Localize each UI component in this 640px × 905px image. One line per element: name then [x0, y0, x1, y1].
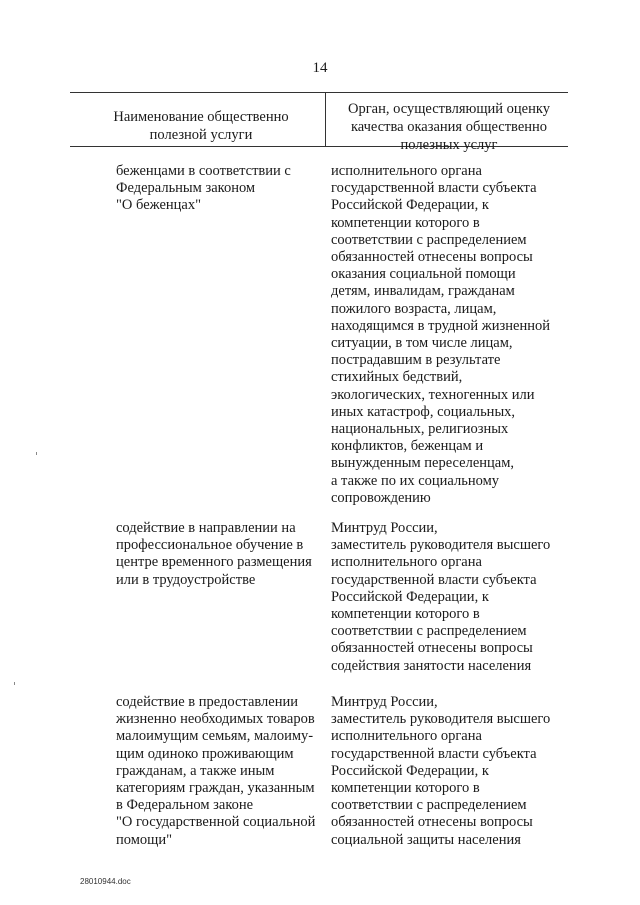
scan-artifact — [36, 452, 37, 455]
authority-cell: исполнительного органа государственной власти субъекта Российской Федерации, к компетенции которого в соответствии с распределением обязанностей отнесены вопросы оказания социальной помощи детям, инвалидам, гражданам пожилого возраста, лицам, находящимся в трудной жизненной ситуации, в том числе лицам, пострадавшим в результате стихийных бедствий, экологических, техногенных или иных катастроф, социальных, национальных, религиозных конфликтов, беженцам и вынужденным переселенцам, а также по их социальному сопровождению — [331, 163, 550, 506]
header-service-name — [96, 108, 306, 144]
header-authority — [333, 100, 565, 154]
service-cell: содействие в предоставлении жизненно необходимых товаров малоимущим семьям, малоиму- щим одиноко проживающим гражданам, а также иным категориям граждан, указанным в Федеральном законе "О государственной социальной помощи" — [116, 694, 316, 848]
service-cell: беженцами в соответствии с Федеральным законом "О беженцах" — [116, 163, 291, 214]
authority-cell: Минтруд России, заместитель руководителя высшего исполнительного органа государственной власти субъекта Российской Федерации, к компетенции которого в соответствии с распределением обязанностей отнесены вопросы социальной защиты населения — [331, 694, 551, 848]
page-number: 14 — [312, 60, 328, 76]
footer-filename: 28010944.doc — [80, 877, 131, 886]
scan-artifact — [14, 682, 15, 685]
header-column-divider — [325, 92, 326, 146]
table-top-rule — [70, 92, 568, 93]
service-cell: содействие в направлении на профессиональное обучение в центре временного размещения или в трудоустройстве — [116, 520, 312, 588]
authority-cell: Минтруд России, заместитель руководителя высшего исполнительного органа государственной власти субъекта Российской Федерации, к компетенции которого в соответствии с распределением обязанностей отнесены вопросы содействия занятости населения — [331, 520, 551, 674]
header-service-name-text: Наименование общественно полезной услуги — [113, 109, 289, 143]
header-authority-text: Орган, осуществляющий оценку качества оказания общественно полезных услуг — [348, 101, 550, 153]
